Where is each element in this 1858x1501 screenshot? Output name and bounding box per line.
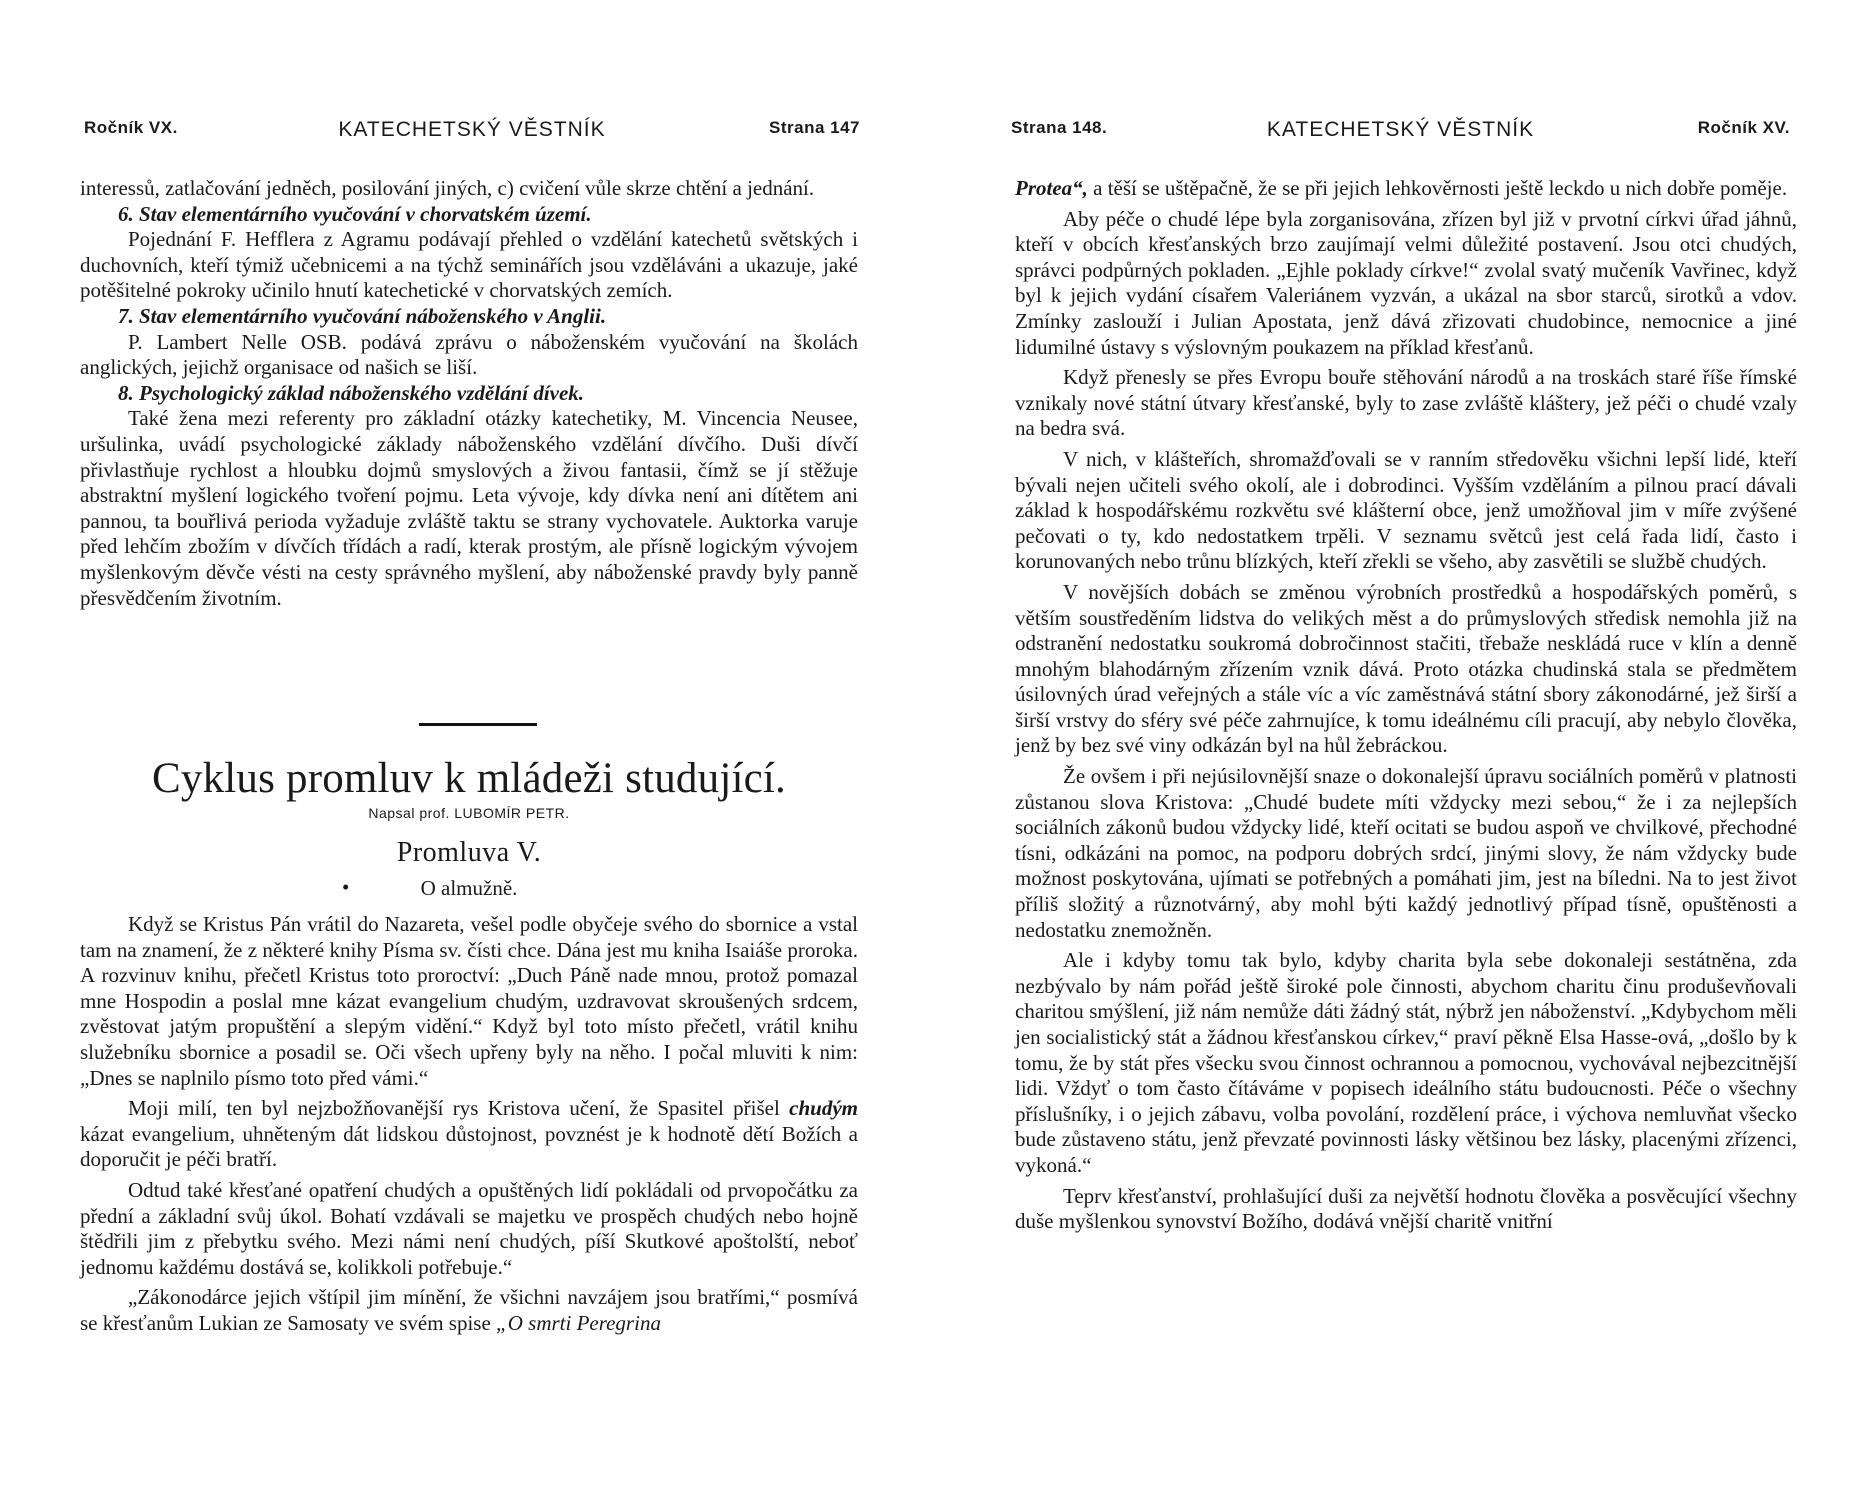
- volume-label: Ročník VX.: [84, 118, 178, 137]
- item-heading: 8. Psychologický základ náboženského vzdělání dívek.: [118, 380, 585, 405]
- section-heading: Promluva V.: [396, 837, 542, 868]
- section-divider: [419, 723, 537, 726]
- paragraph: Odtud také křesťané opatření chudých a opuštěných lidí pokládali od prvopočátku za přední a základní svůj úkol. Bohatí vzdávali se majetku ve prospěch chudých nebo hojně štědřili jim z přebytku svého. Mezi námi není chudých, píší Skutkové apoštolští, neboť jednomu každému dostává se, kolikkoli potřebuje.“: [80, 1177, 858, 1279]
- right-page-header: [1011, 118, 1790, 146]
- page-number: Strana 148.: [1011, 118, 1108, 137]
- paragraph: interessů, zatlačování jedněch, posilování jiných, c) cvičení vůle skrze chtění a jednání.: [80, 176, 815, 200]
- paragraph: Pojednání F. Hefflera z Agramu podávají přehled o vzdělání katechetů světských i duchovních, kteří týmiž učebnicemi a na týchž seminářích jsou vzděláváni a ukazuje, jaké potěšitelné pokroky učinilo hnutí katechetické v chorvatských zemích.: [80, 227, 858, 303]
- paragraph: Protea“, a těší se uštěpačně, že se při jejich lehkověrnosti ještě leckdo u nich dobře poměje.: [1015, 176, 1788, 200]
- right-page: [929, 0, 1858, 1501]
- article-title: Cyklus promluv k mládeži studující.: [151, 755, 787, 802]
- left-intro-text: [80, 176, 858, 611]
- section-subtitle: [80, 876, 858, 901]
- bullet-mark: •: [342, 875, 350, 899]
- subtitle-text: O almužně.: [420, 876, 518, 900]
- journal-title: KATECHETSKÝ VĚSTNÍK: [338, 118, 606, 141]
- paragraph: V novějších dobách se změnou výrobních prostředků a hospodářských poměrů, s větším soustředěním lidstva do velikých měst a do průmyslových středisk nemohla již na odstranění nedostatku soukromá dobročinnost stačiti, třebaže neskládá ruce v klín a denně mnohým blahodárným zřízením vznik dává. Proto otázka chudinská stala se předmětem úsilovných úrad veřejných a stále víc a víc zaměstnává státní sbory zákonodárné, jež širší a širší vrstvy do sféry své péče zahrnujíce, k tomu ideálnému cíli pracují, aby nebylo člověka, jenž by bez své viny odkázán byl na hůl žebráckou.: [1015, 579, 1797, 758]
- journal-title: KATECHETSKÝ VĚSTNÍK: [1266, 118, 1535, 141]
- article-text: [80, 912, 858, 1337]
- paragraph: Když se Kristus Pán vrátil do Nazareta, vešel podle obyčeje svého do sbornice a vstal tam na znamení, že z některé knihy Písma sv. čísti chce. Dána jest mu kniha Isaiáše proroka. A rozvinuv knihu, přečetl Kristus toto proroctví: „Duch Páně nade mnou, protož pomazal mne Hospodin a poslal mne kázat evangelium chudým, uzdravovat skroušených srdcem, zvěstovat jatým propuštění a slepým vidění.“ Když byl toto místo přečetl, vrátil knihu služebníku sbornice a posadil se. Oči všech upřeny byly na něho. I počal mluviti k nim: „Dnes se naplnilo písmo toto před vámi.“: [80, 912, 858, 1090]
- paragraph: Aby péče o chudé lépe byla zorganisována, zřízen byl již v prvotní církvi úřad jáhnů, kteří v obcích křesťanských brzo zaujímají velmi důležité postavení. Jsou otci chudých, správci podpůrných pokladen. „Ejhle poklady církve!“ zvolal svatý mučeník Vavřinec, když byl k jejich vydání císařem Valeriánem vyzván, a ukázal na sbor starců, sirotků a vdov. Zmínky zaslouží i Julian Apostata, jenž dává zřizovati chudobince, nemocnice a jiné lidumilné ústavy s výslovným poukazem na příklad křesťanů.: [1015, 206, 1797, 359]
- volume-label: Ročník XV.: [1697, 118, 1790, 137]
- left-page-header: [84, 118, 860, 146]
- page-number: Strana 147: [769, 118, 860, 137]
- paragraph: Když přenesly se přes Evropu bouře stěhování národů a na troskách staré říše římské vznikaly nové státní útvary křesťanské, byly to zase zvláště kláštery, jež péči o chudé vzaly na bedra svá.: [1015, 365, 1797, 441]
- paragraph: V nich, v klášteřích, shromažďovali se v ranním středověku všichni lepší lidé, kteří bývali nejen učiteli svého okolí, ale i dobrodinci. Vyšším vzděláním a pilnou prací dávali základ k hospodářskému rozkvětu své klášterní obce, jenž umožňoval jim v míře zvýšené pečovati o ty, kdo nedostatkem trpěli. V seznamu světců jest celá řada lidí, často i korunovaných nebo trůnu blízkých, kteří zřekli se všeho, aby zasvětili se službě chudých.: [1015, 446, 1797, 574]
- right-article-text: [1015, 176, 1797, 1235]
- paragraph: Teprv křesťanství, prohlašující duši za největší hodnotu člověka a posvěcující všechny duše myšlenkou synovství Božího, dodává vnější charitě vnitřní: [1015, 1183, 1797, 1234]
- item-heading: 7. Stav elementárního vyučování náboženského v Anglii.: [118, 303, 607, 328]
- paragraph: „Zákonodárce jejich vštípil jim mínění, že všichni navzájem jsou bratřími,“ posmívá se křesťanům Lukian ze Samosaty ve svém spise „O smrti Peregrina: [80, 1285, 858, 1335]
- paragraph: P. Lambert Nelle OSB. podává zprávu o náboženském vyučování na školách anglických, jejichž organisace od našich se liší.: [80, 329, 858, 380]
- paragraph: Moji milí, ten byl nejzbožňovanější rys Kristova učení, že Spasitel přišel chudým kázat evangelium, uhněteným dát lidskou důstojnost, povznést je k hodnotě dětí Božích a doporučit je péči bratří.: [80, 1096, 858, 1172]
- article-byline: Napsal prof. LUBOMÍR PETR.: [368, 805, 570, 821]
- paragraph: Také žena mezi referenty pro základní otázky katechetiky, M. Vincencia Neusee, uršulinka, uvádí psychologické základy náboženského vzdělání dívčího. Duši dívčí přivlastňuje rychlost a hloubku dojmů smyslových a živou fantasii, čímž se jí stěžuje abstraktní myšlení logického tvoření pojmu. Leta vývoje, kdy dívka není ani dítětem ani pannou, ta bouřlivá perioda vyžaduje zvláště taktu se strany vychovatele. Auktorka varuje před lehčím zbožím v dívčích třídách a radí, kterak prostým, ale přísně logickým vývojem myšlenkovým děvče vésti na cesty správného myšlení, aby náboženské pravdy byly panně přesvědčením životním.: [80, 406, 858, 610]
- paragraph: Ale i kdyby tomu tak bylo, kdyby charita byla sebe dokonaleji sestátněna, zda nezbývalo by nám pořád ještě široké pole činnosti, abychom charitu činu produševňovali charitou smýšlení, již nám nemůže dáti žádný stát, nýbrž jen náboženství. „Kdybychom měli jen socialistický stát a žádnou křesťanskou církev,“ praví pěkně Elsa Hasse-ová, „došlo by k tomu, že by stát přes všecku svou činnost ochrannou a pomocnou, vychovával nejbezcitnější lidi. Vždyť o tom často čítáváme v popisech ideálního státu budoucnosti. Péče o všechny příslušníky, i o jejich zábavu, volba povolání, rozdělení práce, i výchova nemluvňat všecko bude zůstaveno státu, jenž převzaté povinnosti lásky většinou bez lásky, placenými zřízenci, vykoná.“: [1015, 948, 1797, 1177]
- emphasis: Protea“,: [1015, 176, 1088, 200]
- paragraph: Že ovšem i při nejúsilovnější snaze o dokonalejší úpravu sociálních poměrů v platnosti zůstanou slova Kristova: „Chudé budete míti vždycky mezi sebou,“ že i za nejlepších sociálních zákonů budou vždycky lidé, kteří ocitati se budou aspoň ve chvilkové, přechodné tísni, odkázáni na pomoc, na podporu dobrých srdcí, jinými slovy, že nám vždycky bude možnost poskytována, ujímati se potřebných a pomáhati jim, jest na bíledni. Na to jest život příliš složitý a různotvárný, aby mohl býti každý jednotlivý případ tísně, opuštěnosti a nedostatku znemožněn.: [1015, 764, 1797, 942]
- item-heading: 6. Stav elementárního vyučování v chorvatském území.: [118, 201, 592, 226]
- emphasis: „O smrti Peregrina: [496, 1310, 661, 1335]
- emphasis: chudým: [789, 1096, 858, 1121]
